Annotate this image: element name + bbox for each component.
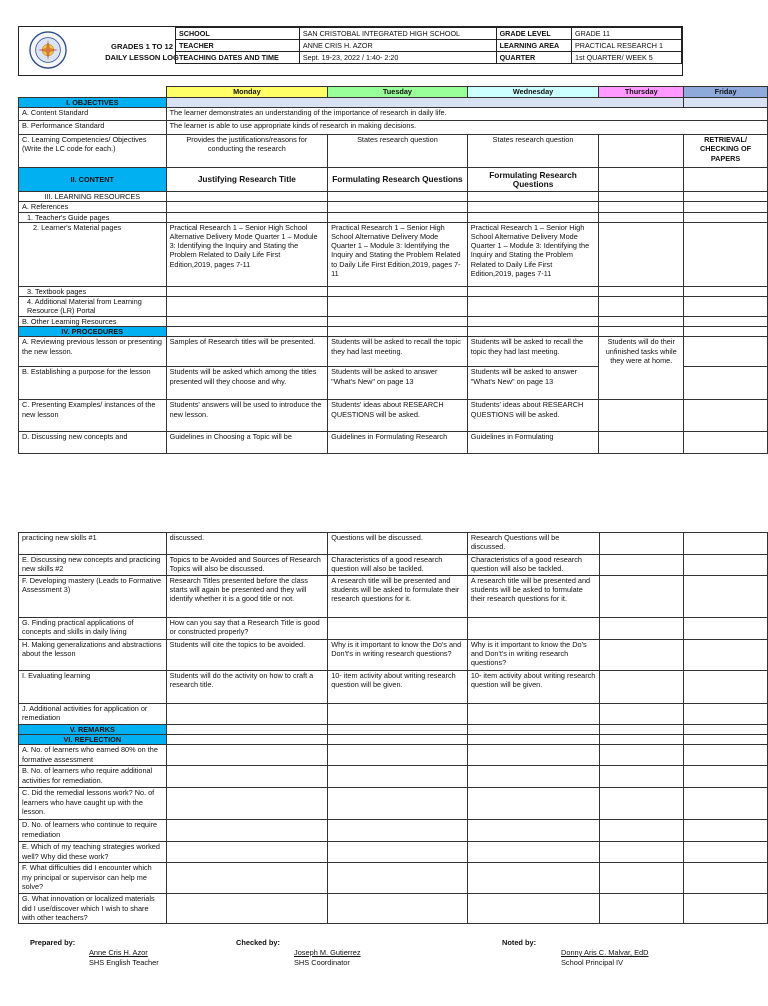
- reflection-c-label: C. Did the remedial lessons work? No. of learners who have caught up with the lesson.: [19, 788, 167, 820]
- grade-level-label: GRADE LEVEL: [496, 28, 571, 40]
- section-learning-resources: III. LEARNING RESOURCES: [19, 192, 167, 202]
- procedure-i-wednesday: 10- item activity about writing research question will be given.: [467, 671, 599, 704]
- procedure-f-monday: Research Titles presented before the class starts will again be presented and they will identify whether it is a good title or not.: [166, 576, 328, 618]
- page-2: [0, 532, 768, 1006]
- school-label: SCHOOL: [176, 28, 300, 40]
- noted-by-title: School Principal IV: [561, 958, 624, 967]
- grade-level-value: GRADE 11: [571, 28, 681, 40]
- performance-standard-text: The learner is able to use appropriate kinds of research in making decisions.: [166, 121, 767, 135]
- content-tuesday: Formulating Research Questions: [328, 168, 468, 192]
- section-reflection: VI. REFLECTION: [19, 735, 167, 745]
- signature-checked: Checked by: Joseph M. Gutierrez SHS Coordinator: [236, 938, 361, 967]
- procedure-d-label-cont: practicing new skills #1: [19, 533, 167, 555]
- procedure-d-wednesday: Guidelines in Formulating: [467, 432, 599, 454]
- procedure-b-monday: Students will be asked which among the titles presented will they choose and why.: [166, 367, 328, 400]
- procedure-h-wednesday: Why is it important to know the Do's and Don't's in writing research questions?: [467, 640, 599, 671]
- procedure-c-wednesday: Students' ideas about RESEARCH QUESTIONS will be asked.: [467, 400, 599, 432]
- learners-material-monday: Practical Research 1 – Senior High School Alternative Delivery Mode Quarter 1 – Module 3: Identifying the Inquiry and Stating the Problem Related to Daily Life First Edition,2019, pages 7-11: [166, 222, 328, 286]
- competency-wednesday: States research question: [467, 135, 599, 168]
- performance-standard-label: B. Performance Standard: [19, 121, 167, 135]
- signature-prepared: Prepared by: Anne Cris H. Azor SHS English Teacher: [30, 938, 159, 967]
- learners-material-wednesday: Practical Research 1 – Senior High School Alternative Delivery Mode Quarter 1 – Module 3: Identifying the Inquiry and Stating the Problem Related to Daily Life First Edition,2019, pages 7-11: [467, 222, 599, 286]
- procedure-h-tuesday: Why is it important to know the Do's and Don't's in writing research questions?: [328, 640, 468, 671]
- procedure-d-label: D. Discussing new concepts and: [19, 432, 167, 454]
- teachers-guide-label: 1. Teacher's Guide pages: [19, 212, 167, 222]
- content-monday: Justifying Research Title: [166, 168, 328, 192]
- procedure-f-tuesday: A research title will be presented and students will be asked to formulate their research questions for it.: [328, 576, 468, 618]
- section-remarks: V. REMARKS: [19, 725, 167, 735]
- signature-noted: Noted by: Donny Aris C. Malvar, EdD School Principal IV: [502, 938, 649, 967]
- procedure-d-tuesday: Guidelines in Formulating Research: [328, 432, 468, 454]
- lesson-grid-page-2: [18, 532, 768, 924]
- procedure-i-label: I. Evaluating learning: [19, 671, 167, 704]
- competency-tuesday: States research question: [328, 135, 468, 168]
- competency-monday: Provides the justifications/reasons for conducting the research: [166, 135, 328, 168]
- procedure-a-label: A. Reviewing previous lesson or presenting the new lesson.: [19, 337, 167, 367]
- procedure-e-wednesday: Characteristics of a good research question will also be tackled.: [467, 555, 599, 576]
- checked-by-title: SHS Coordinator: [294, 958, 350, 967]
- document-header: [18, 26, 683, 76]
- school-value: SAN CRISTOBAL INTEGRATED HIGH SCHOOL: [299, 28, 496, 40]
- textbook-label: 3. Textbook pages: [19, 286, 167, 296]
- day-thursday: Thursday: [599, 87, 684, 98]
- learners-material-label: 2. Learner's Material pages: [19, 222, 167, 286]
- procedure-c-tuesday: Students' ideas about RESEARCH QUESTIONS will be asked.: [328, 400, 468, 432]
- day-monday: Monday: [166, 87, 328, 98]
- page-1: [0, 0, 768, 482]
- noted-by-name: Donny Aris C. Malvar, EdD: [561, 948, 649, 957]
- additional-material-label: 4. Additional Material from Learning Resource (LR) Portal: [19, 297, 167, 317]
- procedure-i-tuesday: 10- item activity about writing research question will be given.: [328, 671, 468, 704]
- quarter-value: 1st QUARTER/ WEEK 5: [571, 51, 681, 63]
- procedure-c-label: C. Presenting Examples/ instances of the new lesson: [19, 400, 167, 432]
- procedure-b-wednesday: Students will be asked to answer "What's New" on page 13: [467, 367, 599, 400]
- procedure-d-monday-cont: discussed.: [166, 533, 328, 555]
- checked-by-name: Joseph M. Gutierrez: [294, 948, 361, 957]
- learning-area-label: LEARNING AREA: [496, 39, 571, 51]
- learning-area-value: PRACTICAL RESEARCH 1: [571, 39, 681, 51]
- section-procedures: IV. PROCEDURES: [19, 327, 167, 337]
- references-label: A. References: [19, 202, 167, 212]
- procedure-d-monday: Guidelines in Choosing a Topic will be: [166, 432, 328, 454]
- deped-seal-icon: [29, 31, 67, 69]
- reflection-b-label: B. No. of learners who require additional activities for remediation.: [19, 766, 167, 788]
- procedure-i-monday: Students will do the activity on how to craft a research title.: [166, 671, 328, 704]
- procedure-b-label: B. Establishing a purpose for the lesson: [19, 367, 167, 400]
- reflection-f-label: F. What difficulties did I encounter which my principal or supervisor can help me solve?: [19, 863, 167, 894]
- procedure-c-monday: Students' answers will be used to introduce the new lesson.: [166, 400, 328, 432]
- lesson-grid-page-1: [18, 86, 768, 454]
- other-resources-label: B. Other Learning Resources: [19, 317, 167, 327]
- info-table: [175, 27, 682, 77]
- procedure-a-tuesday: Students will be asked to recall the topic they had last meeting.: [328, 337, 468, 367]
- reflection-a-label: A. No. of learners who earned 80% on the formative assessment: [19, 745, 167, 766]
- day-tuesday: Tuesday: [328, 87, 468, 98]
- teacher-label: TEACHER: [176, 39, 300, 51]
- day-wednesday: Wednesday: [467, 87, 599, 98]
- learners-material-tuesday: Practical Research 1 – Senior High School Alternative Delivery Mode Quarter 1 – Module 3: Identifying the Inquiry and Stating the Problem Related to Daily Life First Edition,2019, pages 7-11: [328, 222, 468, 286]
- prepared-by-title: SHS English Teacher: [89, 958, 159, 967]
- quarter-label: QUARTER: [496, 51, 571, 63]
- reflection-g-label: G. What innovation or localized materials did I use/discover which I wish to share with other teachers?: [19, 894, 167, 924]
- content-standard-text: The learner demonstrates an understanding of the importance of research in daily life.: [166, 108, 767, 121]
- procedure-g-label: G. Finding practical applications of concepts and skills in daily living: [19, 618, 167, 640]
- procedure-g-monday: How can you say that a Research Title is good or constructed properly?: [166, 618, 328, 640]
- dates-label: TEACHING DATES AND TIME: [176, 51, 300, 63]
- procedure-e-label: E. Discussing new concepts and practicing new skills #2: [19, 555, 167, 576]
- procedure-a-monday: Samples of Research titles will be presented.: [166, 337, 328, 367]
- procedure-h-monday: Students will cite the topics to be avoided.: [166, 640, 328, 671]
- competency-friday: RETRIEVAL/ CHECKING OF PAPERS: [684, 135, 768, 168]
- reflection-d-label: D. No. of learners who continue to require remediation: [19, 820, 167, 842]
- procedure-d-tuesday-cont: Questions will be discussed.: [328, 533, 468, 555]
- procedure-a-thursday: Students will do their unfinished tasks while they were at home.: [599, 337, 684, 400]
- prepared-by-name: Anne Cris H. Azor: [89, 948, 148, 957]
- teacher-value: ANNE CRIS H. AZOR: [299, 39, 496, 51]
- reflection-e-label: E. Which of my teaching strategies worked well? Why did these work?: [19, 842, 167, 863]
- procedure-h-label: H. Making generalizations and abstractions about the lesson: [19, 640, 167, 671]
- content-wednesday: Formulating Research Questions: [467, 168, 599, 192]
- procedure-e-tuesday: Characteristics of a good research question will also be tackled.: [328, 555, 468, 576]
- section-objectives: I. OBJECTIVES: [19, 98, 167, 108]
- content-standard-label: A. Content Standard: [19, 108, 167, 121]
- section-content: II. CONTENT: [19, 168, 167, 192]
- procedure-b-tuesday: Students will be asked to answer "What's New" on page 13: [328, 367, 468, 400]
- document-title: GRADES 1 TO 12 DAILY LESSON LOG: [105, 42, 179, 62]
- procedure-a-wednesday: Students will be asked to recall the topic they had last meeting.: [467, 337, 599, 367]
- procedure-d-wednesday-cont: Research Questions will be discussed.: [467, 533, 599, 555]
- procedure-f-label: F. Developing mastery (Leads to Formative Assessment 3): [19, 576, 167, 618]
- procedure-f-wednesday: A research title will be presented and students will be asked to formulate their research questions for it.: [467, 576, 599, 618]
- competencies-label: C. Learning Competencies/ Objectives (Write the LC code for each.): [19, 135, 167, 168]
- day-friday: Friday: [684, 87, 768, 98]
- procedure-e-monday: Topics to be Avoided and Sources of Research Topics will also be discussed.: [166, 555, 328, 576]
- dates-value: Sept. 19-23, 2022 / 1:40- 2:20: [299, 51, 496, 63]
- procedure-j-label: J. Additional activities for application or remediation: [19, 704, 167, 725]
